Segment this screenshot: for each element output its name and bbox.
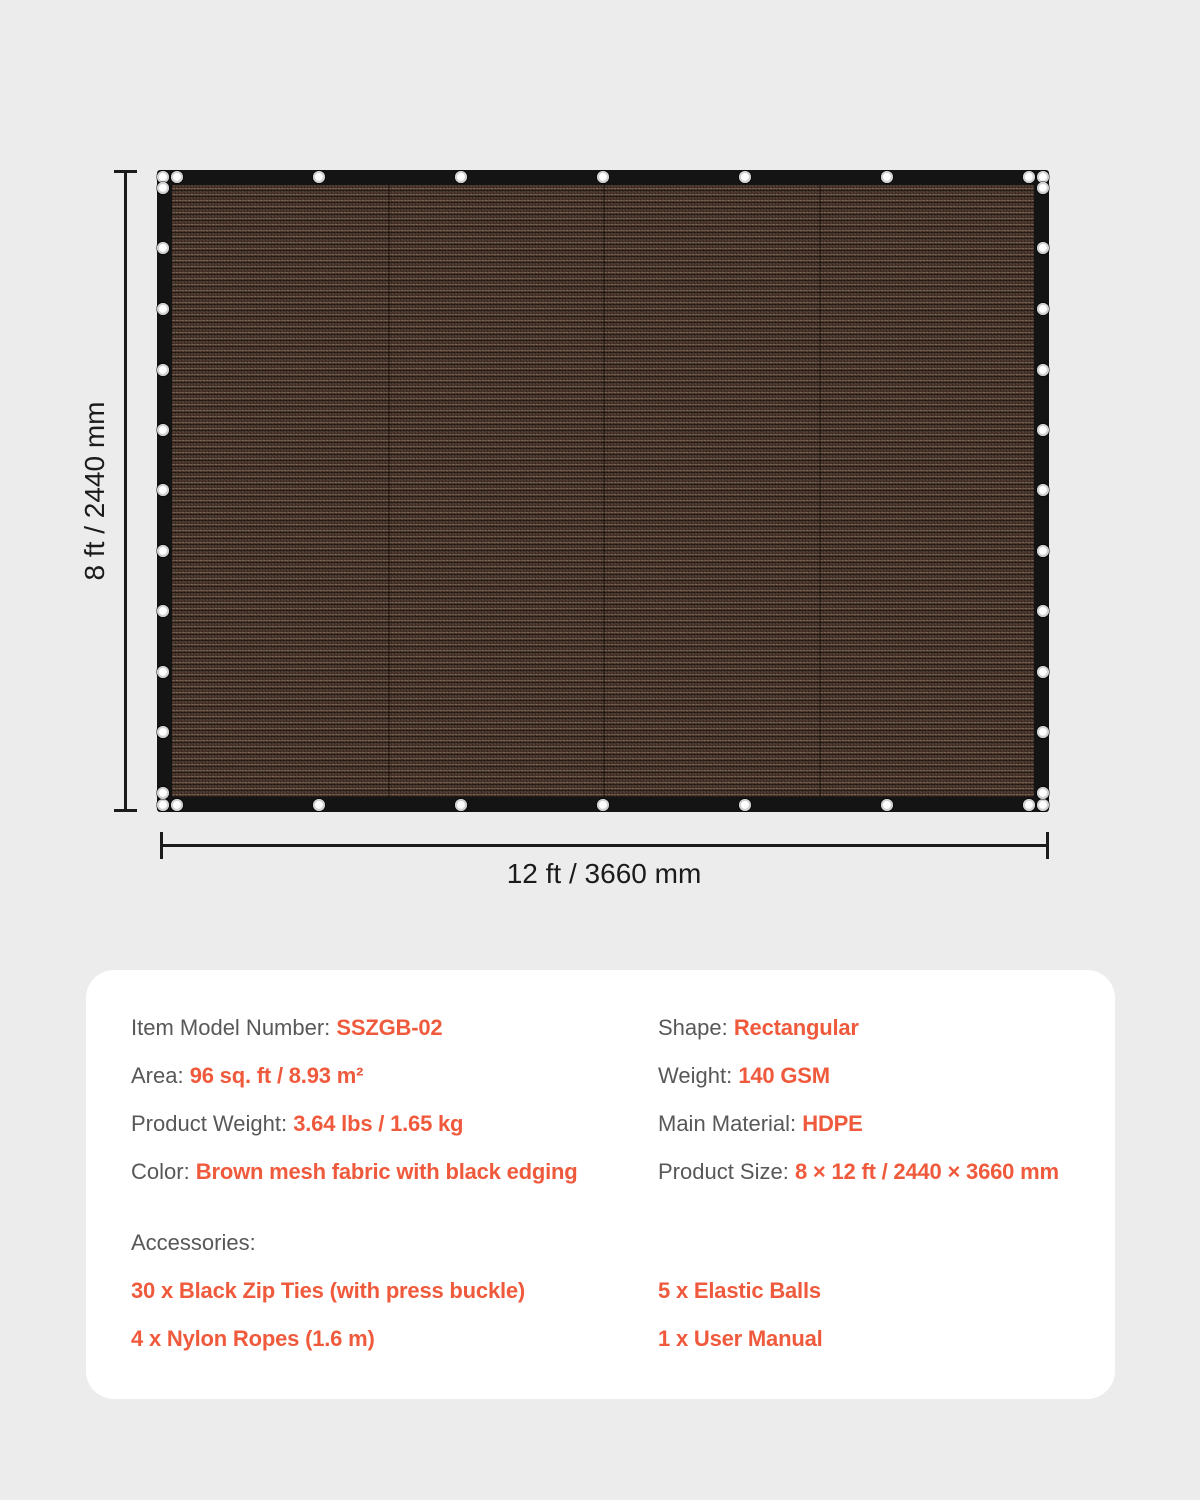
grommet-eyelet bbox=[171, 171, 183, 183]
spec-product-size bbox=[658, 1148, 1070, 1196]
grommet-eyelet bbox=[157, 364, 169, 376]
accessory-nylon-ropes: 4 x Nylon Ropes (1.6 m) bbox=[131, 1326, 375, 1351]
grommet-eyelet bbox=[455, 171, 467, 183]
height-dimension-cap-top bbox=[114, 170, 137, 173]
spec-card bbox=[86, 970, 1115, 1399]
spec-color bbox=[131, 1148, 658, 1196]
grommet-eyelet bbox=[597, 799, 609, 811]
grommet-eyelet bbox=[157, 787, 169, 799]
spec-value: 3.64 lbs / 1.65 kg bbox=[293, 1111, 464, 1136]
spec-label: Item Model Number: bbox=[131, 1015, 337, 1040]
spec-label: Product Size: bbox=[658, 1159, 795, 1184]
grommets-layer bbox=[157, 170, 1049, 812]
height-dimension-label: 8 ft / 2440 mm bbox=[79, 401, 110, 581]
accessories-heading: Accessories: bbox=[131, 1230, 256, 1255]
grommet-eyelet bbox=[1037, 303, 1049, 315]
spec-value: Rectangular bbox=[733, 1015, 859, 1040]
shade-cloth-image bbox=[157, 170, 1049, 812]
grommet-eyelet bbox=[455, 799, 467, 811]
grommet-eyelet bbox=[1037, 726, 1049, 738]
accessory-elastic-balls: 5 x Elastic Balls bbox=[658, 1278, 821, 1303]
grommet-eyelet bbox=[1037, 787, 1049, 799]
grommet-eyelet bbox=[739, 799, 751, 811]
grommet-eyelet bbox=[739, 171, 751, 183]
width-dimension-cap-left bbox=[160, 832, 163, 859]
spec-label: Color: bbox=[131, 1159, 196, 1184]
grommet-eyelet bbox=[1037, 364, 1049, 376]
width-dimension-line bbox=[160, 844, 1049, 847]
spec-value: Brown mesh fabric with black edging bbox=[195, 1159, 578, 1184]
grommet-eyelet bbox=[157, 545, 169, 557]
spec-value: 96 sq. ft / 8.93 m² bbox=[189, 1063, 364, 1088]
spec-label: Main Material: bbox=[658, 1111, 803, 1136]
spec-shape bbox=[658, 1004, 1070, 1052]
spec-grid bbox=[131, 1004, 1070, 1196]
spec-label: Weight: bbox=[658, 1063, 739, 1088]
grommet-eyelet bbox=[157, 799, 169, 811]
grommet-eyelet bbox=[1037, 182, 1049, 194]
spec-label: Area: bbox=[131, 1063, 190, 1088]
grommet-eyelet bbox=[313, 799, 325, 811]
grommet-eyelet bbox=[1037, 605, 1049, 617]
spec-value: 8 × 12 ft / 2440 × 3660 mm bbox=[794, 1159, 1059, 1184]
grommet-eyelet bbox=[1023, 171, 1035, 183]
accessories-grid bbox=[131, 1267, 1070, 1363]
width-dimension-label: 12 ft / 3660 mm bbox=[506, 858, 702, 889]
grommet-eyelet bbox=[1037, 242, 1049, 254]
spec-value: 140 GSM bbox=[738, 1063, 830, 1088]
grommet-eyelet bbox=[881, 799, 893, 811]
grommet-eyelet bbox=[881, 171, 893, 183]
spec-area bbox=[131, 1052, 658, 1100]
grommet-eyelet bbox=[157, 726, 169, 738]
spec-item-model-number bbox=[131, 1004, 658, 1052]
grommet-eyelet bbox=[157, 484, 169, 496]
height-dimension-line bbox=[124, 170, 127, 812]
grommet-eyelet bbox=[157, 182, 169, 194]
grommet-eyelet bbox=[1023, 799, 1035, 811]
grommet-eyelet bbox=[1037, 424, 1049, 436]
spec-product-weight bbox=[131, 1100, 658, 1148]
grommet-eyelet bbox=[157, 242, 169, 254]
grommet-eyelet bbox=[1037, 666, 1049, 678]
grommet-eyelet bbox=[157, 605, 169, 617]
accessory-zip-ties: 30 x Black Zip Ties (with press buckle) bbox=[131, 1278, 526, 1303]
grommet-eyelet bbox=[171, 799, 183, 811]
spec-label: Shape: bbox=[658, 1015, 734, 1040]
spec-value: HDPE bbox=[802, 1111, 863, 1136]
spec-label: Product Weight: bbox=[131, 1111, 294, 1136]
grommet-eyelet bbox=[313, 171, 325, 183]
grommet-eyelet bbox=[1037, 799, 1049, 811]
height-dimension-cap-bottom bbox=[114, 809, 137, 812]
grommet-eyelet bbox=[157, 303, 169, 315]
grommet-eyelet bbox=[597, 171, 609, 183]
grommet-eyelet bbox=[157, 666, 169, 678]
spec-value: SSZGB-02 bbox=[336, 1015, 443, 1040]
spec-weight-gsm bbox=[658, 1052, 1070, 1100]
grommet-eyelet bbox=[1037, 484, 1049, 496]
grommet-eyelet bbox=[1037, 545, 1049, 557]
grommet-eyelet bbox=[157, 424, 169, 436]
spec-main-material bbox=[658, 1100, 1070, 1148]
width-dimension-cap-right bbox=[1046, 832, 1049, 859]
accessory-user-manual: 1 x User Manual bbox=[658, 1326, 823, 1351]
